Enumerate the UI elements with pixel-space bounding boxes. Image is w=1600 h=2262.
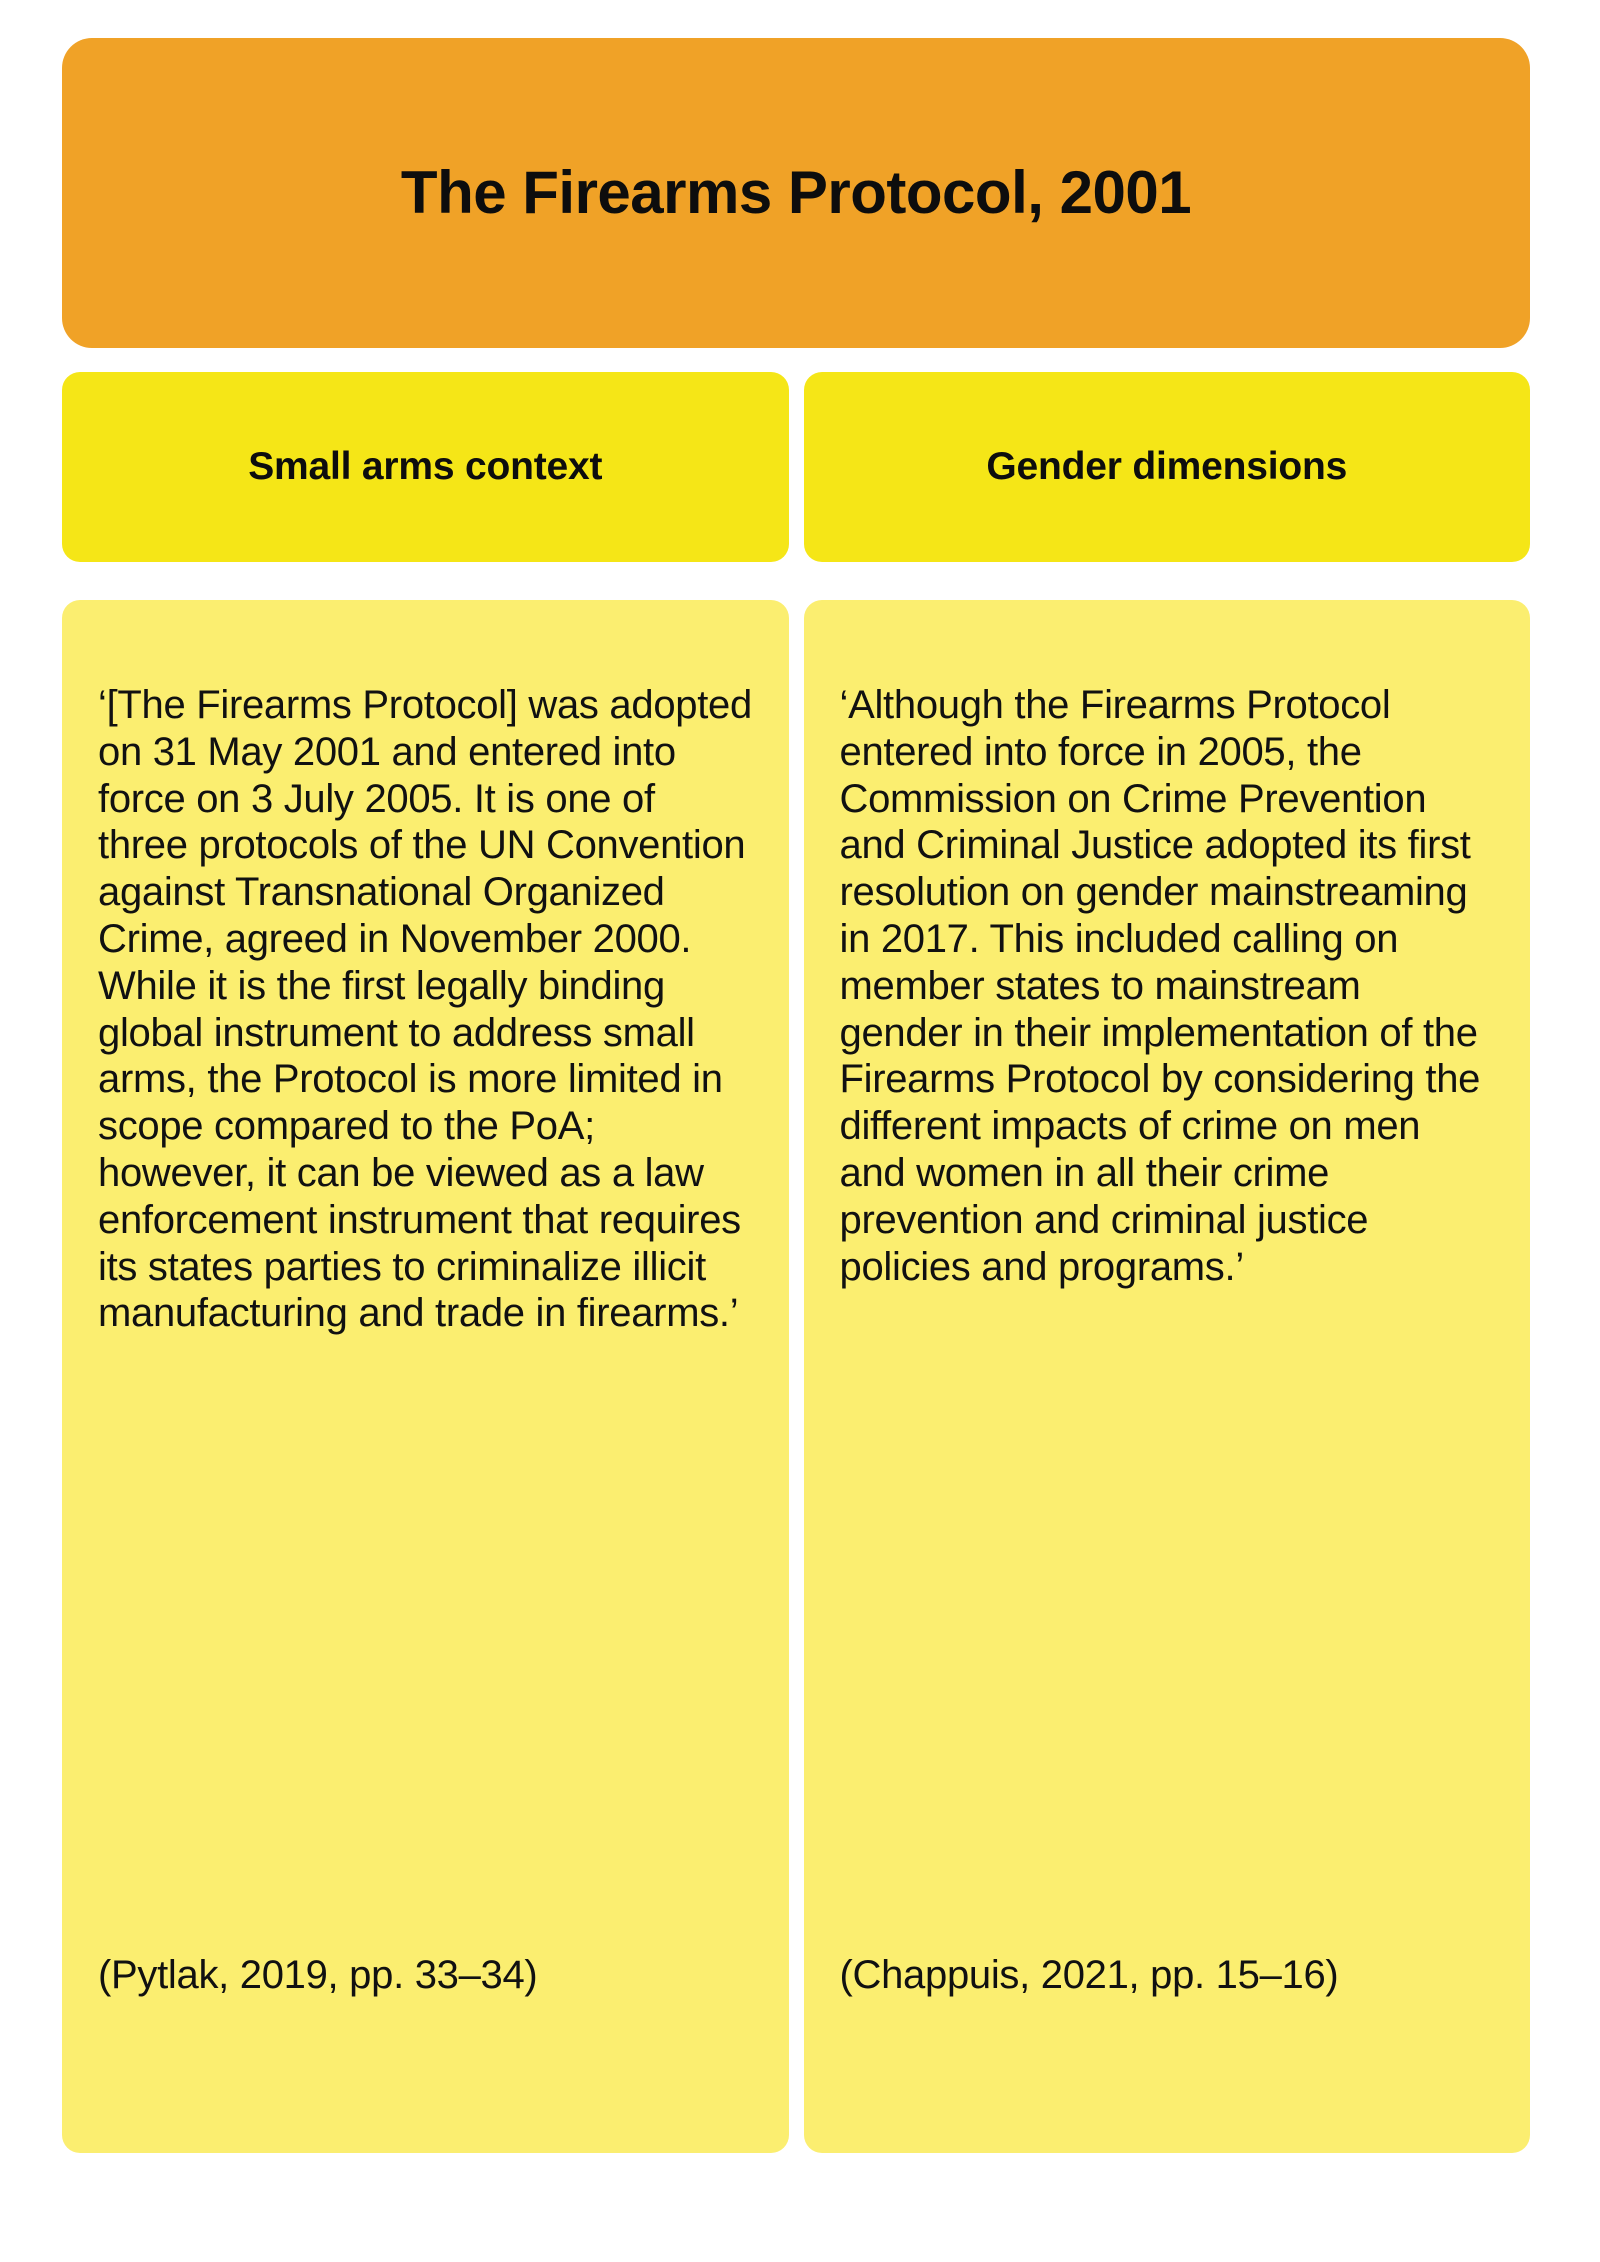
body-card-gender-dimensions bbox=[804, 600, 1531, 2153]
quote-text: ‘Although the Firearms Protocol entered into force in 2005, the Commission on Crime Prevention and Criminal Justice adopted its first resolution on gender mainstreaming in 2017. This included calling on member states to mainstream gender in their implementation of the Firearms Protocol by considering the different impacts of crime on men and women in all their crime prevention and criminal justice policies and programs.’ bbox=[839, 683, 1491, 1289]
column-header-row bbox=[62, 372, 1530, 562]
title-banner bbox=[62, 38, 1530, 348]
column-header-gender-dimensions bbox=[804, 372, 1531, 562]
column-header-small-arms-context bbox=[62, 372, 789, 562]
column-header-label: Small arms context bbox=[248, 444, 603, 488]
quote-text: ‘[The Firearms Protocol] was adopted on 31 May 2001 and entered into force on 3 July 2005. It is one of three protocols of the UN Convention against Transnational Organized Crime, agreed in November 2000. While it is the first legally binding global instrument to address small arms, the Protocol is more limited in scope compared to the PoA; however, it can be viewed as a law enforcement instrument that requires its states parties to criminalize illicit manufacturing and trade in firearms.’ bbox=[98, 683, 763, 1336]
column-body-row bbox=[62, 600, 1530, 2153]
body-card-small-arms-context bbox=[62, 600, 789, 2153]
citation: (Chappuis, 2021, pp. 15–16) bbox=[839, 1953, 1339, 1998]
card-spacer bbox=[840, 1290, 1495, 1952]
column-header-label: Gender dimensions bbox=[986, 444, 1348, 488]
citation: (Pytlak, 2019, pp. 33–34) bbox=[98, 1953, 538, 1998]
page-title: The Firearms Protocol, 2001 bbox=[400, 159, 1192, 226]
card-spacer bbox=[98, 1337, 753, 1952]
